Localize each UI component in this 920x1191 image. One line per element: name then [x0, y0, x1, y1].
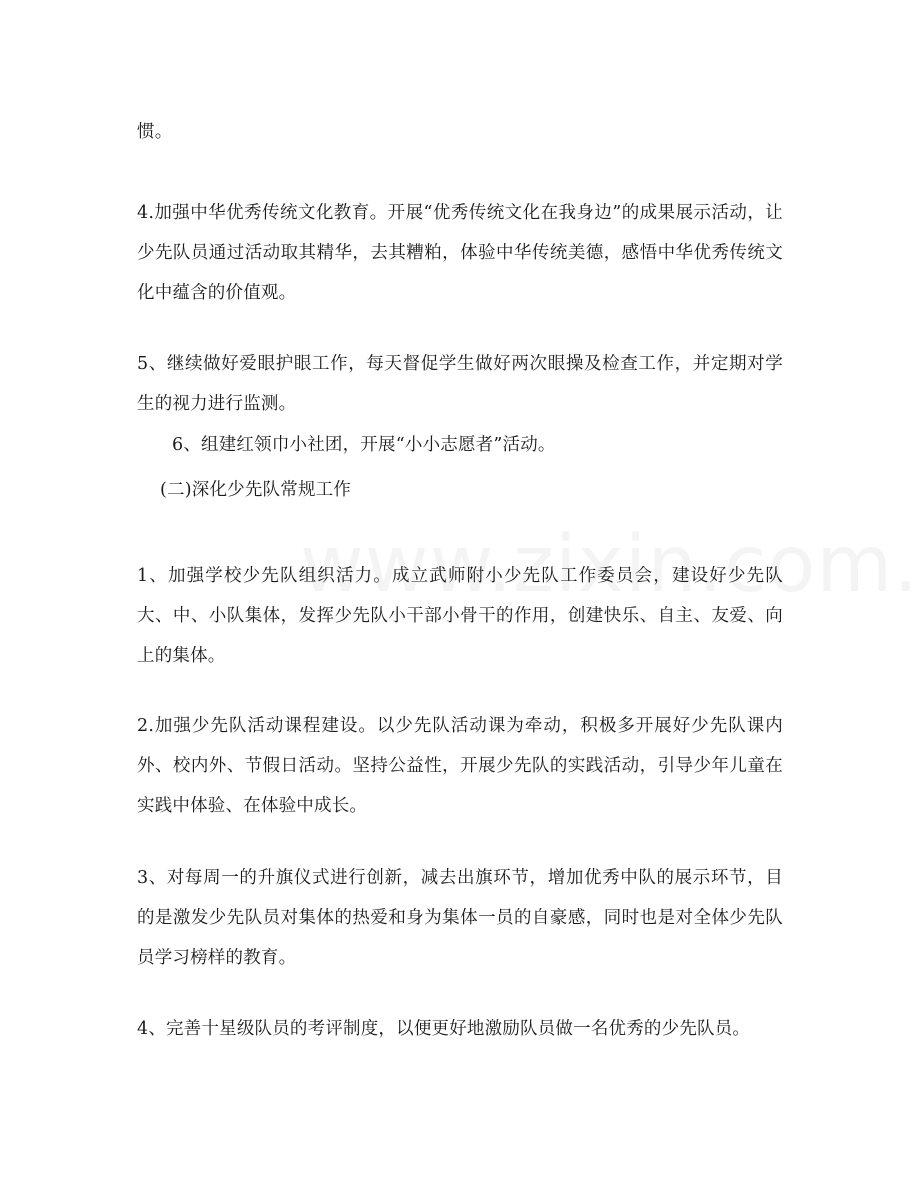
paragraph-item-1-organization: 1、加强学校少先队组织活力。成立武师附小少先队工作委员会，建设好少先队大、中、小队集体，发挥少先队小干部小骨干的作用，创建快乐、自主、友爱、向上的集体。 — [137, 566, 783, 666]
paragraph-item-2-curriculum: 2.加强少先队活动课程建设。以少先队活动课为牵动，积极多开展好少先队课内外、校内外、节假日活动。坚持公益性，开展少先队的实践活动，引导少年儿童在实践中体验、在体验中成长。 — [137, 716, 783, 816]
section-heading-2: (二)深化少先队常规工作 — [160, 480, 352, 500]
paragraph-item-3-flag-ceremony: 3、对每周一的升旗仪式进行创新，减去出旗环节，增加优秀中队的展示环节，目的是激发少先队员对集体的热爱和身为集体一员的自豪感，同时也是对全体少先队员学习榜样的教育。 — [137, 868, 783, 968]
paragraph-item-6-club: 6、组建红领巾小社团，开展“小小志愿者”活动。 — [172, 435, 556, 455]
paragraph-item-4-evaluation: 4、完善十星级队员的考评制度，以便更好地激励队员做一名优秀的少先队员。 — [137, 1019, 751, 1039]
paragraph-item-5-eyecare: 5、继续做好爱眼护眼工作，每天督促学生做好两次眼操及检查工作，并定期对学生的视力进行监测。 — [137, 354, 783, 414]
paragraph-item-4-culture: 4.加强中华优秀传统文化教育。开展“优秀传统文化在我身边”的成果展示活动，让少先队员通过活动取其精华，去其糟粕，体验中华传统美德，感悟中华优秀传统文化中蕴含的价值观。 — [137, 203, 783, 303]
paragraph-continuation: 惯。 — [137, 122, 173, 142]
